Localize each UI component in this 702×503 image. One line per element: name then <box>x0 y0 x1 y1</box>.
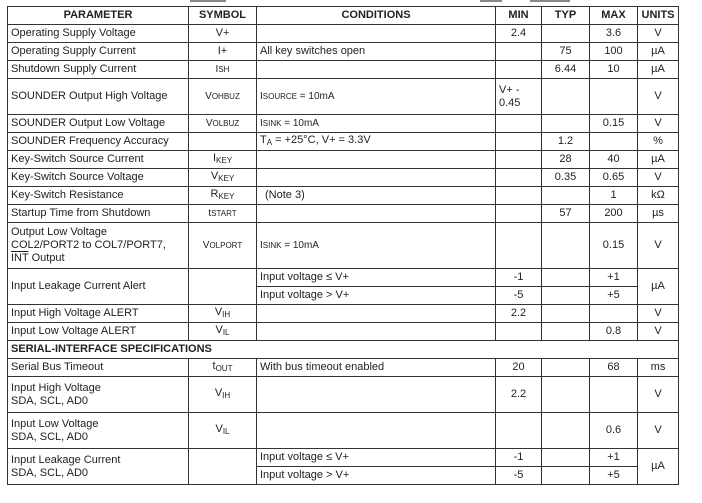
table-row <box>8 25 679 43</box>
unit-cell: V <box>638 79 679 115</box>
unit-cell: % <box>638 133 679 151</box>
param-cell: Key-Switch Resistance <box>8 187 189 205</box>
typ-cell: 28 <box>542 151 590 169</box>
conditions-cell <box>257 61 496 79</box>
table-row <box>8 61 679 79</box>
conditions-cell: Input voltage > V+ <box>257 467 496 485</box>
max-cell <box>590 377 638 413</box>
max-cell: +1 <box>590 449 638 467</box>
unit-cell: ms <box>638 359 679 377</box>
symbol-cell: $V_{IH}$ <box>189 305 257 323</box>
unit-cell: V <box>638 115 679 133</box>
min-cell: V+ - 0.45 <box>496 79 542 115</box>
max-cell: +5 <box>590 287 638 305</box>
symbol-cell <box>189 133 257 151</box>
conditions-cell: ISINK = 10mA <box>257 115 496 133</box>
table-row <box>8 43 679 61</box>
param-cell: Operating Supply Voltage <box>8 25 189 43</box>
param-cell: Input Leakage Current Alert <box>8 269 189 305</box>
typ-cell <box>542 377 590 413</box>
min-cell <box>496 115 542 133</box>
conditions-cell: (Note 3) <box>257 187 496 205</box>
min-cell <box>496 323 542 341</box>
param-cell: Startup Time from Shutdown <box>8 205 189 223</box>
unit-cell: µA <box>638 43 679 61</box>
min-cell: -1 <box>496 449 542 467</box>
conditions-cell <box>257 25 496 43</box>
conditions-cell: ISOURCE = 10mA <box>257 79 496 115</box>
symbol-cell: VOHBUZ <box>189 79 257 115</box>
min-cell: -1 <box>496 269 542 287</box>
min-cell: 2.2 <box>496 377 542 413</box>
unit-cell: V <box>638 377 679 413</box>
table-row <box>8 359 679 377</box>
max-cell: +5 <box>590 467 638 485</box>
param-cell: SOUNDER Frequency Accuracy <box>8 133 189 151</box>
typ-cell <box>542 25 590 43</box>
max-cell: +1 <box>590 269 638 287</box>
symbol-cell: VOLBUZ <box>189 115 257 133</box>
section-row <box>8 341 679 359</box>
conditions-cell <box>257 377 496 413</box>
param-cell: Input High Voltage SDA, SCL, AD0 <box>8 377 189 413</box>
header-min: MIN <box>496 7 542 25</box>
unit-cell: V <box>638 305 679 323</box>
unit-cell: V <box>638 25 679 43</box>
table-row <box>8 223 679 269</box>
param-cell: Input Low Voltage ALERT <box>8 323 189 341</box>
max-cell: 1 <box>590 187 638 205</box>
symbol-cell: VOLPORT <box>189 223 257 269</box>
param-cell: Shutdown Supply Current <box>8 61 189 79</box>
unit-cell: kΩ <box>638 187 679 205</box>
table-row <box>8 377 679 413</box>
conditions-cell: ISINK = 10mA <box>257 223 496 269</box>
typ-cell: 6.44 <box>542 61 590 79</box>
param-cell: Output Low Voltage COL2/PORT2 to COL7/PORT7, $\overline{INT}$ Output <box>8 223 189 269</box>
min-cell <box>496 187 542 205</box>
table-row <box>8 169 679 187</box>
typ-cell <box>542 467 590 485</box>
param-cell: Operating Supply Current <box>8 43 189 61</box>
symbol-cell: $I_{KEY}$ <box>189 151 257 169</box>
max-cell <box>590 79 638 115</box>
max-cell <box>590 133 638 151</box>
header-typ: TYP <box>542 7 590 25</box>
conditions-cell <box>257 205 496 223</box>
header-units: UNITS <box>638 7 679 25</box>
symbol-cell: ISH <box>189 61 257 79</box>
symbol-cell: V+ <box>189 25 257 43</box>
min-cell: -5 <box>496 467 542 485</box>
min-cell <box>496 151 542 169</box>
table-row <box>8 187 679 205</box>
conditions-cell <box>257 151 496 169</box>
table-row <box>8 323 679 341</box>
conditions-cell <box>257 305 496 323</box>
typ-cell <box>542 223 590 269</box>
conditions-cell <box>257 169 496 187</box>
symbol-cell <box>189 449 257 485</box>
param-cell: Serial Bus Timeout <box>8 359 189 377</box>
max-cell: 200 <box>590 205 638 223</box>
header-parameter: PARAMETER <box>8 7 189 25</box>
header-conditions: CONDITIONS <box>257 7 496 25</box>
unit-cell: µA <box>638 449 679 485</box>
conditions-cell: $T_A = +25^\circ C$, V+ = 3.3V <box>257 133 496 151</box>
typ-cell <box>542 287 590 305</box>
max-cell: 10 <box>590 61 638 79</box>
min-cell: 2.4 <box>496 25 542 43</box>
max-cell: 0.8 <box>590 323 638 341</box>
typ-cell <box>542 79 590 115</box>
max-cell: 0.15 <box>590 115 638 133</box>
param-cell: Input Leakage Current SDA, SCL, AD0 <box>8 449 189 485</box>
max-cell: 3.6 <box>590 25 638 43</box>
table-row <box>8 305 679 323</box>
max-cell: 100 <box>590 43 638 61</box>
symbol-cell <box>189 269 257 305</box>
table-row <box>8 115 679 133</box>
table-row <box>8 205 679 223</box>
typ-cell <box>542 269 590 287</box>
param-cell: Input Low Voltage SDA, SCL, AD0 <box>8 413 189 449</box>
unit-cell: V <box>638 223 679 269</box>
unit-cell: µA <box>638 61 679 79</box>
conditions-cell: Input voltage > V+ <box>257 287 496 305</box>
typ-cell: 57 <box>542 205 590 223</box>
min-cell <box>496 43 542 61</box>
typ-cell: 1.2 <box>542 133 590 151</box>
typ-cell <box>542 115 590 133</box>
typ-cell <box>542 359 590 377</box>
table-row <box>8 151 679 169</box>
min-cell <box>496 61 542 79</box>
table-row <box>8 269 679 287</box>
unit-cell: µA <box>638 151 679 169</box>
symbol-cell: I+ <box>189 43 257 61</box>
conditions-cell: Input voltage ≤ V+ <box>257 269 496 287</box>
symbol-cell: $V_{IH}$ <box>189 377 257 413</box>
typ-cell <box>542 449 590 467</box>
param-cell: Key-Switch Source Voltage <box>8 169 189 187</box>
section-title: SERIAL-INTERFACE SPECIFICATIONS <box>8 341 679 359</box>
table-row <box>8 449 679 467</box>
unit-cell: µs <box>638 205 679 223</box>
typ-cell <box>542 413 590 449</box>
symbol-cell: $V_{IL}$ <box>189 413 257 449</box>
header-max: MAX <box>590 7 638 25</box>
unit-cell: V <box>638 413 679 449</box>
typ-cell <box>542 305 590 323</box>
param-cell: SOUNDER Output High Voltage <box>8 79 189 115</box>
conditions-cell <box>257 413 496 449</box>
header-row <box>8 7 679 25</box>
unit-cell: V <box>638 169 679 187</box>
conditions-cell: With bus timeout enabled <box>257 359 496 377</box>
max-cell: 68 <box>590 359 638 377</box>
max-cell: 40 <box>590 151 638 169</box>
unit-cell: µA <box>638 269 679 305</box>
table-row <box>8 79 679 115</box>
electrical-characteristics-table <box>7 6 679 485</box>
param-cell: Input High Voltage ALERT <box>8 305 189 323</box>
param-cell: Key-Switch Source Current <box>8 151 189 169</box>
unit-cell: V <box>638 323 679 341</box>
min-cell <box>496 223 542 269</box>
min-cell <box>496 413 542 449</box>
max-cell: 0.6 <box>590 413 638 449</box>
symbol-cell: $V_{IL}$ <box>189 323 257 341</box>
typ-cell <box>542 323 590 341</box>
param-cell: SOUNDER Output Low Voltage <box>8 115 189 133</box>
symbol-cell: tSTART <box>189 205 257 223</box>
typ-cell: 75 <box>542 43 590 61</box>
conditions-cell <box>257 323 496 341</box>
conditions-cell: Input voltage ≤ V+ <box>257 449 496 467</box>
max-cell <box>590 305 638 323</box>
min-cell <box>496 169 542 187</box>
table-row <box>8 133 679 151</box>
min-cell <box>496 133 542 151</box>
table-row <box>8 413 679 449</box>
symbol-cell: $V_{KEY}$ <box>189 169 257 187</box>
min-cell: 2.2 <box>496 305 542 323</box>
symbol-cell: $R_{KEY}$ <box>189 187 257 205</box>
conditions-cell: All key switches open <box>257 43 496 61</box>
max-cell: 0.15 <box>590 223 638 269</box>
min-cell <box>496 205 542 223</box>
typ-cell: 0.35 <box>542 169 590 187</box>
min-cell: -5 <box>496 287 542 305</box>
min-cell: 20 <box>496 359 542 377</box>
typ-cell <box>542 187 590 205</box>
symbol-cell: $t_{OUT}$ <box>189 359 257 377</box>
header-symbol: SYMBOL <box>189 7 257 25</box>
max-cell: 0.65 <box>590 169 638 187</box>
